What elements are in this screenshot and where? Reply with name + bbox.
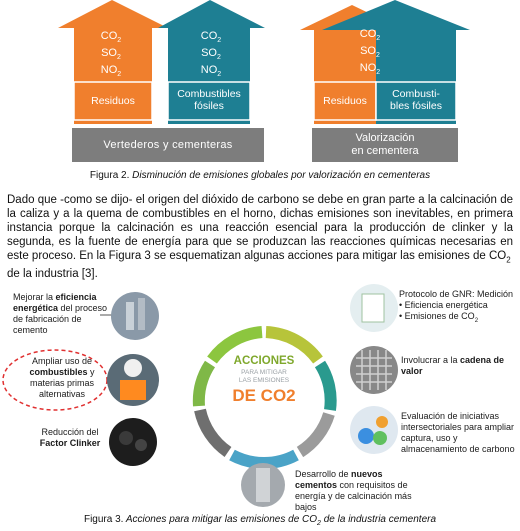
caption-text: Disminución de emisiones globales por valorización en cementeras <box>129 170 431 181</box>
gas-co2: $CO_2$ <box>100 30 122 45</box>
photo-cement-plant-silo <box>126 302 134 330</box>
para-line-1: Dado que -como se dijo- el origen del dióxido de carbono se debe en gran parte a la calcinación de <box>7 194 513 206</box>
item-cadena <box>401 355 513 377</box>
photo-worker-vest <box>120 380 146 400</box>
gas-no2: $NO_2$ <box>100 64 122 79</box>
left-combustibles-line1: Combustibles <box>177 88 241 100</box>
item1-bold: eficiencia energética <box>13 292 97 313</box>
item3-bold: Factor Clinker <box>39 438 101 448</box>
ring-arc-blue <box>232 455 296 463</box>
item7-post: con requisitos de energía y de calcinación más bajos <box>295 480 412 512</box>
item1-post: del proceso de fabricación de cemento <box>13 303 108 335</box>
caption3-text-right: de la industria cementera <box>320 514 437 525</box>
gas-no2: $NO_2$ <box>359 62 381 77</box>
right-combustibles-line2: bles fósiles <box>390 100 442 112</box>
item5-pre: Involucrar a la <box>401 355 461 365</box>
right-bar-label <box>312 132 458 158</box>
photo-column-shaft <box>256 468 270 502</box>
item1-pre: Mejorar la <box>13 292 56 302</box>
photo-report-page <box>362 294 384 322</box>
gas-no2: $NO_2$ <box>200 64 222 79</box>
left-combustibles-line2: fósiles <box>194 100 224 112</box>
ring-arc-green2 <box>199 364 210 406</box>
center-co2: DE CO2 <box>232 386 296 405</box>
photo-coal-lump2 <box>135 439 147 451</box>
left-gases-teal <box>180 30 242 82</box>
caption3-text-left: Acciones para mitigar las emisiones de CO <box>123 514 318 525</box>
body-paragraph <box>7 193 513 281</box>
item6-text: Evaluación de iniciativas intersectoriales para ampliar captura, uso y almacenamiento de carbono <box>401 411 515 454</box>
item-nuevos-cementos <box>295 469 413 513</box>
photo-flask-blue <box>358 428 374 444</box>
item5-bold: cadena de valor <box>401 355 505 376</box>
photo-flasks <box>350 406 398 454</box>
item7-pre: Desarrollo de <box>295 469 352 479</box>
item4-bullet1: • Eficiencia energética <box>399 300 488 310</box>
para-sub: 2 <box>506 255 511 265</box>
center-subtitle <box>224 369 304 385</box>
item7-bold: nuevos cementos <box>295 469 383 490</box>
gas-co2: $CO_2$ <box>359 28 381 43</box>
item4-b2-text: Emisiones de CO <box>404 311 475 321</box>
center-sub-line1: PARA MITIGAR <box>241 369 287 376</box>
item2-pre: Ampliar uso de <box>31 356 93 366</box>
gas-so2: $SO_2$ <box>101 47 121 62</box>
item-evaluacion <box>401 411 515 455</box>
right-combustibles-label <box>376 88 456 112</box>
para-line-4: segunda, es la fuente de energía para que se produzcan las reacciones químicas necesarias en <box>7 236 513 248</box>
figure2-caption <box>0 170 520 181</box>
photo-coal-lump <box>119 431 133 445</box>
figure3-caption <box>0 514 520 527</box>
gas-so2: $SO_2$ <box>201 47 221 62</box>
item-eficiencia <box>13 292 115 336</box>
left-combustibles-label <box>168 88 250 112</box>
para-line-5-text: este proceso. En la Figura 3 se esquematizan algunas acciones para mitigar las emisiones de CO <box>7 250 507 262</box>
photo-cement-plant <box>111 292 159 340</box>
photo-worker-helmet <box>124 359 142 377</box>
item4-b1-text: Eficiencia energética <box>404 300 488 310</box>
item4-title: Protocolo de GNR: Medición <box>399 289 514 299</box>
item-protocolo <box>399 289 517 327</box>
photo-cement-plant-silo2 <box>138 298 145 330</box>
item4-b2-sub: 2 <box>474 317 479 324</box>
caption3-sub: 2 <box>317 520 321 527</box>
item2-bold: combustibles <box>29 367 88 377</box>
ring-arc-gray <box>300 414 329 452</box>
right-combustibles-line1: Combusti- <box>392 88 440 100</box>
left-bar-label: Vertederos y cementeras <box>103 139 233 151</box>
item-clinker <box>38 427 102 449</box>
gas-so2: $SO_2$ <box>360 45 380 60</box>
photo-coal <box>109 418 157 466</box>
item4-bullet2: • Emisiones de $CO_2$ <box>399 311 479 324</box>
item2-post: y materias primas alternativas <box>29 367 95 399</box>
right-residuos-label: Residuos <box>323 95 367 107</box>
gas-co2: $CO_2$ <box>200 30 222 45</box>
right-gases <box>340 28 400 80</box>
right-bar-line1: Valorización <box>355 132 415 144</box>
para-line-2: la caliza y a la quema de combustibles en el horno, dichas emisiones son inevitables, en primera <box>7 208 513 220</box>
caption-prefix: Figura 2. <box>89 170 130 181</box>
left-residuos-label: Residuos <box>91 95 135 107</box>
item-combustibles <box>22 356 102 400</box>
para-line-6: de la industria [3]. <box>7 268 98 281</box>
caption3-prefix: Figura 3. <box>83 514 124 525</box>
center-sub-line2: LAS EMISIONES <box>238 377 290 384</box>
photo-grid <box>350 346 398 394</box>
left-gases <box>80 30 142 82</box>
ring-arc-darkgray <box>200 410 228 452</box>
ring-arc-teal <box>320 364 331 410</box>
para-line-5 <box>7 249 513 267</box>
item3-pre: Reducción del <box>41 427 99 437</box>
photo-flask-green <box>373 431 387 445</box>
center-title: ACCIONES <box>233 355 295 367</box>
right-bar-line2: en cementera <box>351 145 419 157</box>
photo-flask-orange <box>376 416 388 428</box>
para-line-3: instancia porque la calcinación es una reacción esencial para la producción de clinker y la <box>7 222 513 234</box>
